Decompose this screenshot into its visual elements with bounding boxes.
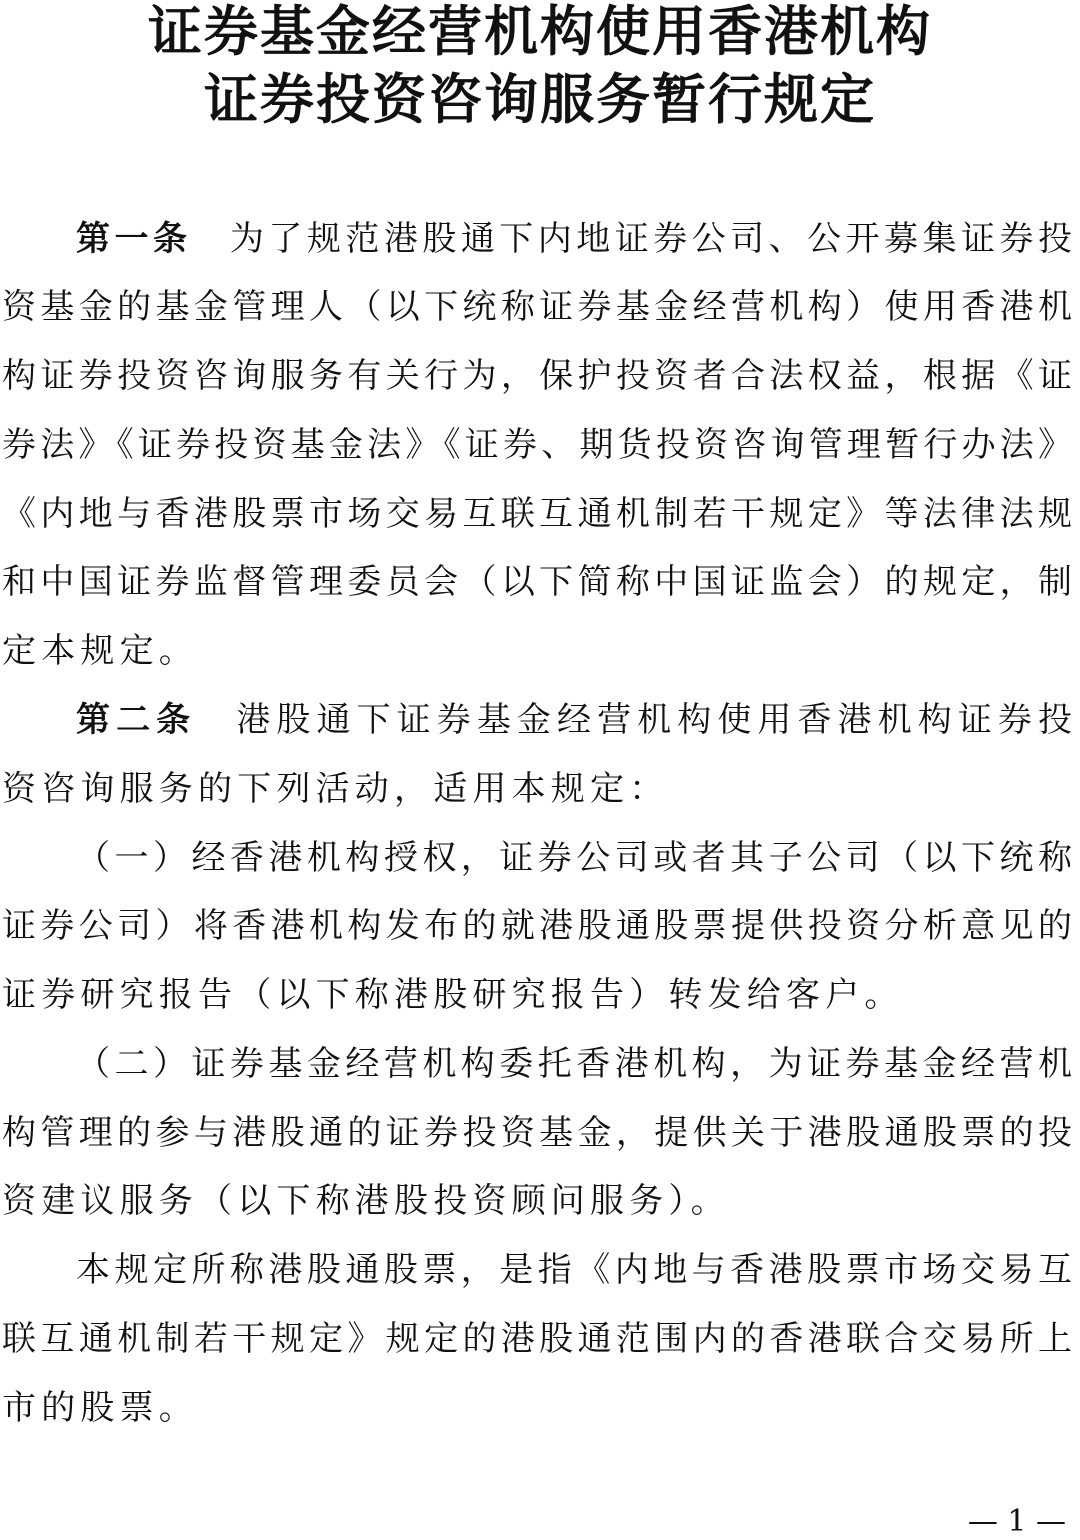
paragraph-line: （二）证券基金经营机构委托香港机构，为证券基金经营机 — [76, 1044, 1072, 1084]
paragraph-line: （一）经香港机构授权，证券公司或者其子公司（以下统称 — [76, 838, 1072, 878]
paragraph-line: 证券公司）将香港机构发布的就港股通股票提供投资分析意见的 — [2, 906, 1072, 946]
paragraph-line: 《内地与香港股票市场交易互联互通机制若干规定》等法律法规 — [2, 494, 1072, 534]
paragraph-line: 为了规范港股通下内地证券公司、公开募集证券投 — [225, 219, 1073, 259]
paragraph-line: 和中国证券监督管理委员会（以下简称中国证监会）的规定，制 — [2, 562, 1072, 602]
article-1-heading: 第一条 — [76, 219, 192, 259]
paragraph-line: 定本规定。 — [2, 631, 198, 671]
document-title-line-1: 证券基金经营机构使用香港机构 — [148, 0, 932, 63]
paragraph-line: 券法》《证券投资基金法》《证券、期货投资咨询管理暂行办法》 — [2, 425, 1072, 465]
article-2-first-line — [76, 695, 1072, 745]
paragraph-line: 构证券投资咨询服务有关行为，保护投资者合法权益，根据《证 — [2, 356, 1072, 396]
paragraph-line: 本规定所称港股通股票，是指《内地与香港股票市场交易互 — [76, 1250, 1072, 1290]
article-2-heading: 第二条 — [76, 700, 197, 740]
paragraph-line: 资建议服务（以下称港股投资顾问服务）。 — [2, 1181, 730, 1221]
paragraph-line: 证券研究报告（以下称港股研究报告）转发给客户。 — [2, 975, 904, 1015]
paragraph-line: 资基金的基金管理人（以下统称证券基金经营机构）使用香港机 — [2, 287, 1072, 327]
paragraph-line: 资咨询服务的下列活动，适用本规定： — [2, 769, 669, 809]
paragraph-line: 联互通机制若干规定》规定的港股通范围内的香港联合交易所上 — [2, 1319, 1072, 1359]
document-title-line-2: 证券投资咨询服务暂行规定 — [204, 68, 876, 131]
paragraph-line: 构管理的参与港股通的证券投资基金，提供关于港股通股票的投 — [2, 1113, 1072, 1153]
paragraph-line: 港股通下证券基金经营机构使用香港机构证券投 — [230, 700, 1072, 740]
paragraph-line: 市的股票。 — [2, 1388, 198, 1428]
article-1-first-line — [76, 214, 1072, 264]
page-number: — 1 — — [967, 1504, 1066, 1539]
